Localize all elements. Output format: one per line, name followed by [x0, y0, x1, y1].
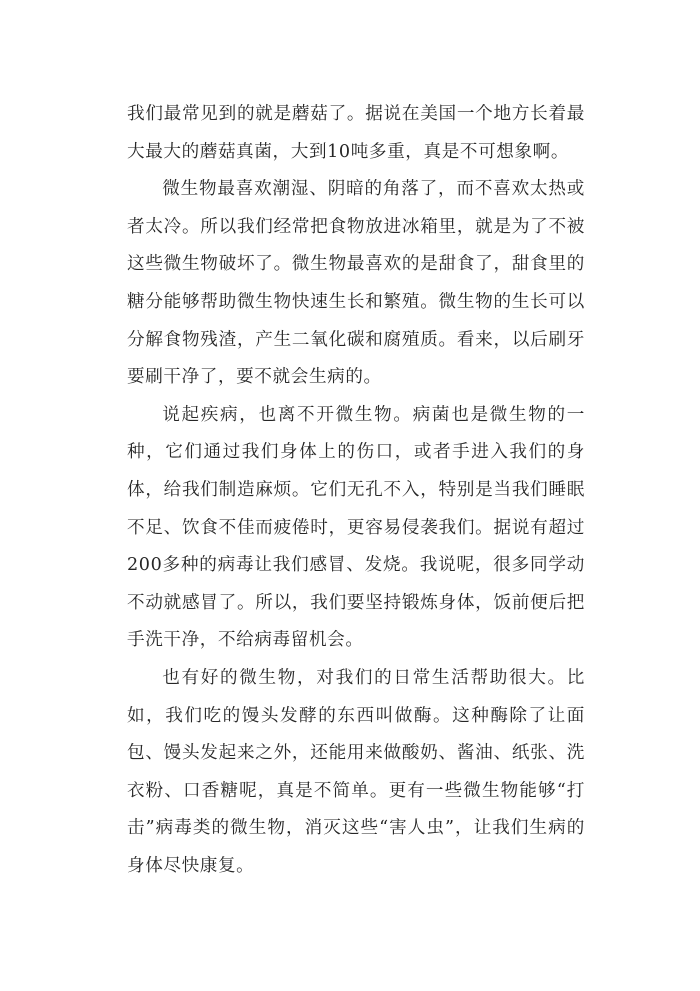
paragraph-1: 我们最常见到的就是蘑菇了。据说在美国一个地方长着最大最大的蘑菇真菌，大到10吨多重，真是不可想象啊。 [127, 104, 585, 162]
article-body [127, 96, 585, 885]
paragraph-4: 也有好的微生物，对我们的日常生活帮助很大。比如，我们吃的馒头发酵的东西叫做酶。这种酶除了让面包、馒头发起来之外，还能用来做酸奶、酱油、纸张、洗衣粉、口香糖呢，真是不简单。更有一些微生物能够“打击”病毒类的微生物，消灭这些“害人虫”，让我们生病的身体尽快康复。 [127, 667, 585, 876]
paragraph-3: 说起疾病，也离不开微生物。病菌也是微生物的一种，它们通过我们身体上的伤口，或者手进入我们的身体，给我们制造麻烦。它们无孔不入，特别是当我们睡眠不足、饮食不佳而疲倦时，更容易侵袭我们。据说有超过200多种的病毒让我们感冒、发烧。我说呢，很多同学动不动就感冒了。所以，我们要坚持锻炼身体，饭前便后把手洗干净，不给病毒留机会。 [127, 404, 585, 651]
paragraph-2: 微生物最喜欢潮湿、阴暗的角落了，而不喜欢太热或者太冷。所以我们经常把食物放进冰箱里，就是为了不被这些微生物破坏了。微生物最喜欢的是甜食了，甜食里的糖分能够帮助微生物快速生长和繁殖。微生物的生长可以分解食物残渣，产生二氧化碳和腐殖质。看来，以后刷牙要刷干净了，要不就会生病的。 [127, 179, 585, 388]
